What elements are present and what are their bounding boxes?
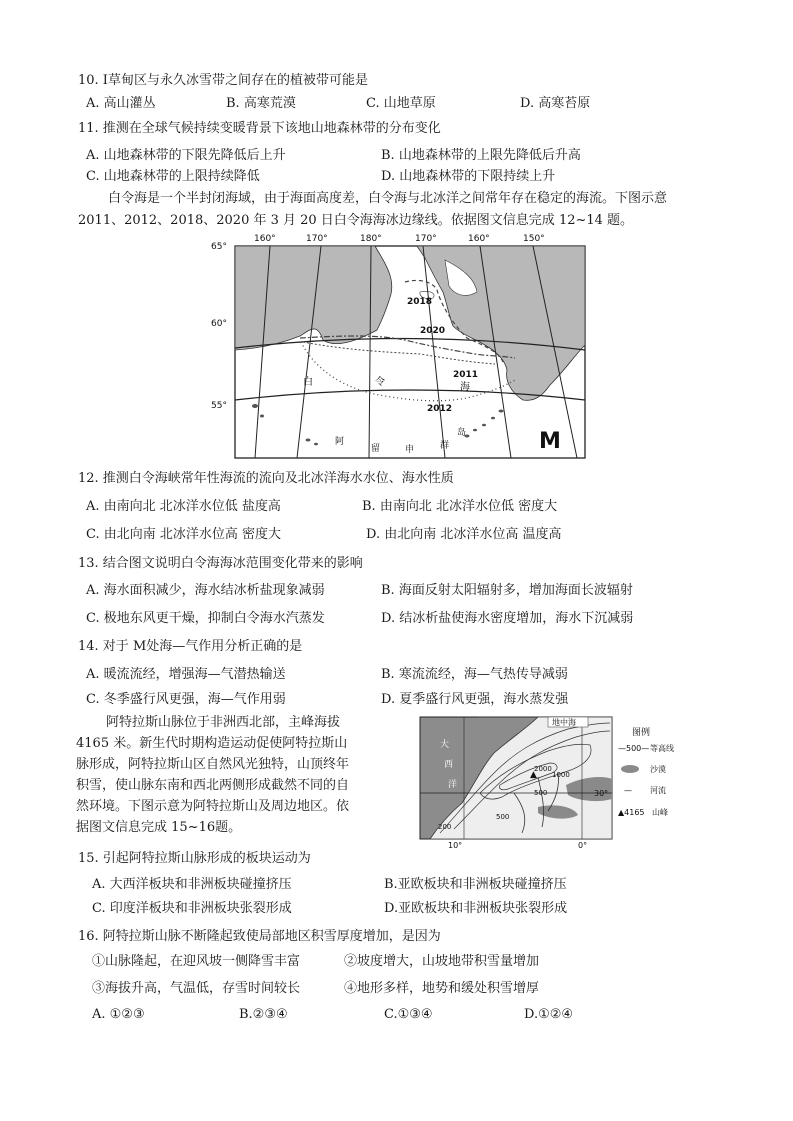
q13-option-d: D. 结冰析盐使海水密度增加，海水下沉减弱: [381, 611, 634, 626]
map1-lon-180: 180°: [360, 234, 382, 244]
q14-option-c: C. 冬季盛行风更强，海—气作用弱: [86, 692, 286, 707]
atlas-mountains-map: [418, 715, 708, 850]
islands-char-5: 岛: [457, 428, 467, 438]
legend-river-symbol: —: [624, 786, 632, 795]
legend-desert-label: 沙漠: [650, 765, 666, 774]
q14-option-d: D. 夏季盛行风更强，海水蒸发强: [381, 692, 569, 707]
q10-option-c: C. 山地草原: [366, 96, 436, 111]
legend-title: 图例: [632, 728, 651, 738]
q15-option-b: B.亚欧板块和非洲板块碰撞挤压: [384, 877, 567, 892]
islands-char-3: 申: [405, 445, 415, 455]
bering-sea-ice-map: [205, 230, 595, 465]
q15-option-a: A. 大西洋板块和非洲板块碰撞挤压: [92, 877, 292, 892]
legend-desert-swatch: [621, 765, 639, 773]
q14-stem: 14. 对于 M处海—气作用分析正确的是: [78, 639, 303, 654]
q13-option-c: C. 极地东风更干燥，抑制白令海水汽蒸发: [86, 611, 325, 626]
ocean-char-1: 大: [440, 740, 450, 750]
q10-option-a: A. 高山灌丛: [86, 96, 156, 111]
map1-lon-160b: 160°: [468, 234, 490, 244]
legend-river-label: 河流: [650, 786, 666, 795]
map1-lon-150: 150°: [523, 234, 545, 244]
q16-stem: 16. 阿特拉斯山脉不断隆起致使局部地区积雪厚度增加，是因为: [78, 929, 441, 944]
q11-option-b: B. 山地森林带的上限先降低后升高: [381, 148, 581, 163]
passage2-line3: 脉形成，阿特拉斯山区自然风光独特，山顶终年: [76, 757, 350, 772]
q12-option-b: B. 由南向北 北冰洋水位低 密度大: [362, 499, 558, 514]
peak-icon: ▲: [530, 770, 537, 780]
q15-option-d: D.亚欧板块和非洲板块张裂形成: [384, 901, 568, 916]
q16-option-c: C.①③④: [384, 1007, 433, 1022]
q11-option-c: C. 山地森林带的上限持续降低: [86, 169, 260, 184]
islands-char-1: 阿: [335, 437, 345, 447]
q14-option-b: B. 寒流流经，海—气热传导减弱: [381, 667, 568, 682]
q16-option-d: D.①②④: [524, 1007, 574, 1022]
map1-lat-65: 65°: [211, 242, 227, 252]
q12-option-c: C. 由北向南 北冰洋水位高 密度大: [86, 527, 282, 542]
map1-lat-55: 55°: [211, 401, 227, 411]
q11-stem: 11. 推测在全球气候持续变暖背景下该地山地森林带的分布变化: [78, 121, 441, 136]
passage2-line5: 然环境。下图示意为阿特拉斯山及周边地区。依: [76, 799, 350, 814]
passage2-line4: 积雪，使山脉东南和西北两侧形成截然不同的自: [76, 778, 350, 793]
map1-lon-160w: 160°: [254, 234, 276, 244]
contour-label-2000: 2000: [534, 765, 552, 773]
year-2018-label: 2018: [407, 297, 433, 307]
passage2-line2: 4165 米。新生代时期构造运动促使阿特拉斯山: [76, 736, 348, 751]
q16-item-2: ②坡度增大，山坡地带积雪量增加: [344, 954, 540, 969]
q12-option-a: A. 由南向北 北冰洋水位低 盐度高: [86, 499, 281, 514]
q16-item-3: ③海拔升高，气温低，存雪时间较长: [92, 981, 301, 996]
legend-contour-label: 等高线: [650, 744, 674, 753]
legend-peak-label: 山峰: [652, 808, 668, 817]
lat-label-30: 30°: [594, 789, 609, 798]
sea-char-1: 白: [303, 377, 313, 388]
q11-option-a: A. 山地森林带的下限先降低后上升: [86, 148, 286, 163]
lon-label-0: 0°: [578, 841, 588, 850]
lon-label-10: 10°: [448, 841, 463, 850]
islands-char-2: 留: [371, 444, 381, 454]
q16-option-a: A. ①②③: [92, 1007, 145, 1022]
marker-m: M: [539, 429, 561, 454]
q16-item-4: ④地形多样，地势和缓处积雪增厚: [344, 981, 540, 996]
q14-option-a: A. 暖流流经，增强海—气潜热输送: [86, 667, 286, 682]
q16-item-1: ①山脉隆起，在迎风坡一侧降雪丰富: [92, 954, 301, 969]
q15-option-c: C. 印度洋板块和非洲板块张裂形成: [92, 901, 292, 916]
q13-option-a: A. 海水面积减少，海水结冰析盐现象减弱: [86, 583, 325, 598]
passage1-line2: 2011、2012、2018、2020 年 3 月 20 日白令海海冰边缘线。依据图文信息完成 12~14 题。: [78, 213, 634, 228]
passage2-line1: 阿特拉斯山脉位于非洲西北部，主峰海拔: [106, 715, 341, 730]
q10-option-d: D. 高寒苔原: [520, 96, 591, 111]
q10-option-b: B. 高寒荒漠: [226, 96, 296, 111]
contour-label-500b: 500: [496, 813, 510, 821]
contour-label-200: 200: [438, 823, 452, 831]
map1-lon-170b: 170°: [415, 234, 437, 244]
map1-lat-60: 60°: [211, 319, 227, 329]
q13-option-b: B. 海面反射太阳辐射多，增加海面长波辐射: [381, 583, 633, 598]
q12-stem: 12. 推测白令海峡常年性海流的流向及北冰洋海水水位、海水性质: [78, 471, 454, 486]
sea-label-mediterranean: 地中海: [552, 718, 576, 727]
q12-option-d: D. 由北向南 北冰洋水位高 温度高: [366, 527, 562, 542]
q16-option-b: B.②③④: [239, 1007, 288, 1022]
year-2020-label: 2020: [420, 326, 446, 336]
contour-label-1000: 1000: [552, 771, 570, 779]
q15-stem: 15. 引起阿特拉斯山脉形成的板块运动为: [78, 851, 311, 866]
legend-peak-symbol: ▲4165: [618, 808, 645, 817]
passage1-line1: 白令海是一个半封闭海域，由于海面高度差，白令海与北冰洋之间常年存在稳定的海流。下图示意: [108, 191, 668, 206]
islands-char-4: 群: [440, 441, 450, 451]
passage2-line6: 据图文信息完成 15~16题。: [76, 820, 242, 835]
year-2011-label: 2011: [453, 370, 479, 380]
map1-lon-170a: 170°: [306, 234, 328, 244]
q11-option-d: D. 山地森林带的下限持续上升: [381, 169, 556, 184]
sea-char-2: 令: [375, 377, 385, 388]
legend-contour-symbol: —500—: [618, 744, 650, 753]
year-2012-label: 2012: [427, 404, 453, 414]
ocean-char-3: 洋: [448, 780, 458, 790]
ocean-char-2: 西: [444, 760, 454, 770]
contour-label-500: 500: [534, 789, 548, 797]
q10-stem: 10. Ⅰ草甸区与永久冰雪带之间存在的植被带可能是: [78, 73, 368, 88]
sea-char-3: 海: [460, 382, 470, 393]
q13-stem: 13. 结合图文说明白令海海冰范围变化带来的影响: [78, 556, 363, 571]
